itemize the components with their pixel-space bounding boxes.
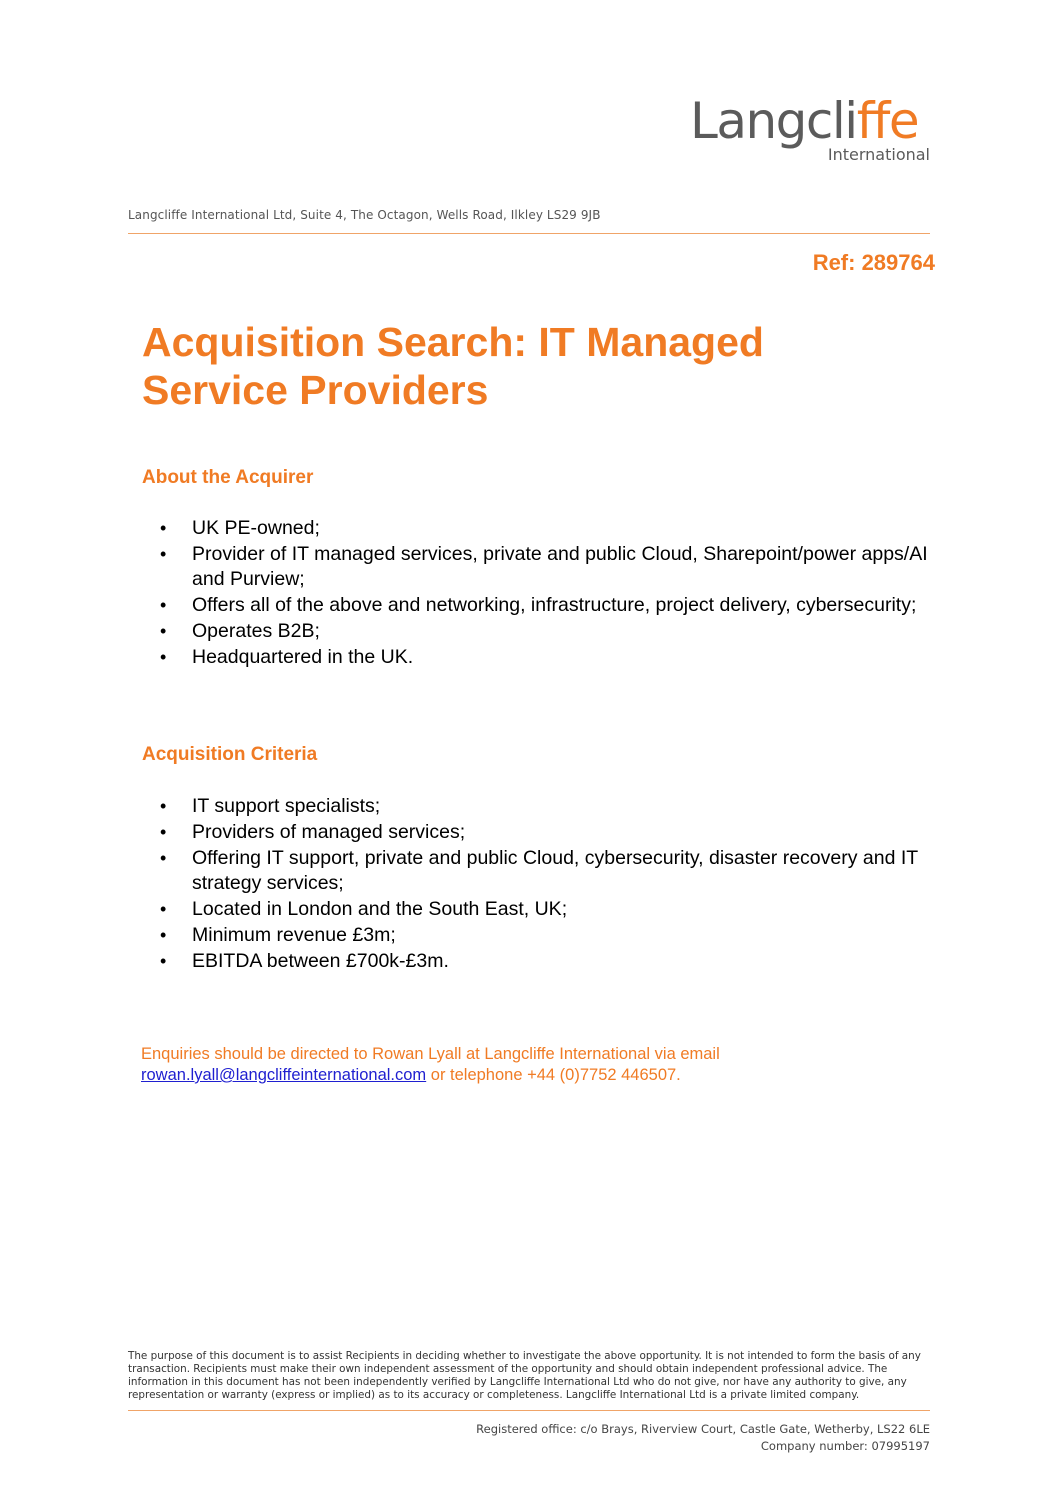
list-item: • Provider of IT managed services, private and public Cloud, Sharepoint/power apps/AI and Purview; xyxy=(160,542,940,592)
enquiry-note xyxy=(141,1044,941,1086)
document-title: Acquisition Search: IT Managed Service Providers xyxy=(142,319,764,413)
enquiry-phone-text: or telephone +44 (0)7752 446507. xyxy=(426,1066,681,1084)
registered-office: Registered office: c/o Brays, Riverview Court, Castle Gate, Wetherby, LS22 6LE xyxy=(476,1422,930,1436)
about-acquirer-list xyxy=(160,516,940,671)
acquisition-criteria-list xyxy=(160,794,940,975)
company-number: Company number: 07995197 xyxy=(760,1439,930,1453)
list-item: • Minimum revenue £3m; xyxy=(160,923,940,948)
reference-number: Ref: 289764 xyxy=(812,250,935,275)
list-item: • Operates B2B; xyxy=(160,619,940,644)
list-item: • Offers all of the above and networking, infrastructure, project delivery, cybersecurity; xyxy=(160,593,940,618)
list-item: • IT support specialists; xyxy=(160,794,940,819)
disclaimer-text: The purpose of this document is to assist Recipients in deciding whether to investigate the above opportunity. It is not intended to form the basis of any transaction. Recipients must make their own independent assessment of the opportunity and should obtain independent professional advice. The information in this document has not been independently verified by Langcliffe International Ltd who do not give, nor have any authority to give, any representation or warranty (express or implied) as to its accuracy or completeness. Langcliffe International Ltd is a private limited company. xyxy=(128,1350,921,1401)
company-address: Langcliffe International Ltd, Suite 4, The Octagon, Wells Road, Ilkley LS29 9JB xyxy=(128,208,601,222)
acquisition-criteria-heading: Acquisition Criteria xyxy=(142,744,318,765)
list-item: • Headquartered in the UK. xyxy=(160,645,940,670)
about-acquirer-heading: About the Acquirer xyxy=(142,467,314,488)
list-item: • EBITDA between £700k-£3m. xyxy=(160,949,940,974)
list-item: • UK PE-owned; xyxy=(160,516,940,541)
enquiry-text: Enquiries should be directed to Rowan Lyall at Langcliffe International via email xyxy=(141,1045,720,1063)
logo-wordmark-accent: ffe xyxy=(856,92,919,150)
logo-subtitle: International xyxy=(827,145,930,164)
header-divider xyxy=(128,233,930,234)
list-item: • Offering IT support, private and public Cloud, cybersecurity, disaster recovery and IT strategy services; xyxy=(160,846,940,896)
footer-divider xyxy=(128,1410,930,1411)
registered-office-block xyxy=(476,1421,930,1455)
logo-wordmark-prefix: Langcli xyxy=(690,92,857,150)
company-logo xyxy=(690,94,940,168)
list-item: • Located in London and the South East, UK; xyxy=(160,897,940,922)
logo-wordmark xyxy=(690,94,918,148)
list-item: • Providers of managed services; xyxy=(160,820,940,845)
contact-email-link[interactable]: rowan.lyall@langcliffeinternational.com xyxy=(141,1066,427,1084)
